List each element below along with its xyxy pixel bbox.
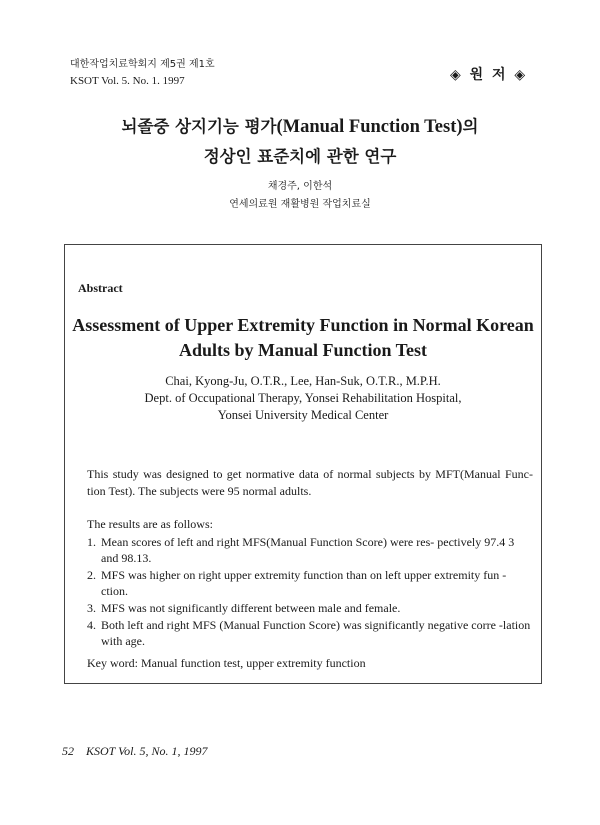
korean-title-suffix: 의	[462, 117, 479, 136]
korean-title-prefix: 뇌졸중 상지기능 평가	[121, 117, 277, 136]
result-number: 4.	[87, 618, 96, 632]
result-text: MFS was higher on right upper extremity function than on left upper extremity fun -ction.	[101, 568, 507, 598]
abstract-box	[64, 244, 542, 684]
english-authors	[65, 373, 541, 424]
result-number: 1.	[87, 535, 96, 549]
korean-title	[0, 112, 600, 172]
korean-affiliation: 연세의료원 재활병원 작업치료실	[229, 199, 371, 210]
korean-authors	[0, 178, 600, 214]
result-text: Mean scores of left and right MFS(Manual Function Score) were res- pectively 97.4 3 and 98.13.	[101, 535, 515, 565]
journal-korean-line: 대한작업치료학회지 제5권 제1호	[70, 59, 215, 70]
abstract-label: Abstract	[78, 281, 123, 295]
page-footer	[62, 744, 207, 759]
result-item	[87, 600, 533, 616]
english-author-names: Chai, Kyong-Ju, O.T.R., Lee, Han-Suk, O.T.R., M.P.H.	[165, 374, 441, 388]
article-type-badge: ◈ 원 저 ◈	[450, 67, 528, 83]
result-number: 2.	[87, 568, 96, 582]
journal-header	[70, 56, 215, 90]
korean-title-line2: 정상인 표준치에 관한 연구	[203, 147, 397, 166]
result-item	[87, 617, 533, 649]
english-institution: Yonsei University Medical Center	[217, 408, 389, 422]
results-heading: The results are as follows:	[87, 517, 213, 531]
english-title-line1: Assessment of Upper Extremity Function in Normal Korean	[72, 315, 534, 335]
english-title	[65, 313, 541, 363]
korean-title-line1	[0, 112, 600, 142]
journal-english-line: KSOT Vol. 5. No. 1. 1997	[70, 75, 185, 87]
result-number: 3.	[87, 601, 96, 615]
abstract-intro: This study was designed to get normative data of normal subjects by MFT(Manual Func-tion Test). The subjects were 95 normal adults.	[87, 467, 533, 498]
english-title-line2: Adults by Manual Function Test	[178, 340, 428, 360]
result-text: MFS was not significantly different between male and female.	[101, 601, 401, 615]
result-item	[87, 534, 533, 566]
keywords: Key word: Manual function test, upper extremity function	[87, 656, 366, 670]
english-department: Dept. of Occupational Therapy, Yonsei Rehabilitation Hospital,	[144, 391, 462, 405]
korean-title-english-part: (Manual Function Test)	[276, 117, 463, 137]
page-number: 52	[62, 744, 74, 758]
result-text: Both left and right MFS (Manual Function Score) was significantly negative corre -lation with age.	[101, 618, 531, 648]
korean-author-names: 채경주, 이한석	[267, 181, 333, 192]
result-item	[87, 567, 533, 599]
results-list	[87, 534, 533, 650]
footer-journal: KSOT Vol. 5, No. 1, 1997	[86, 744, 208, 758]
